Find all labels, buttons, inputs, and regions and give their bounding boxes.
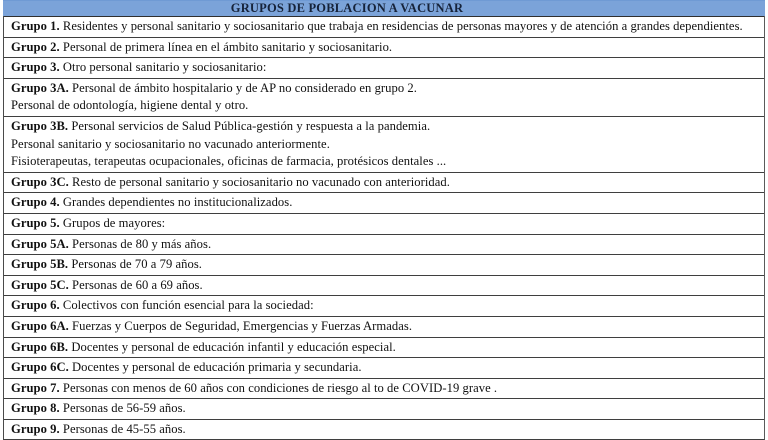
group-description: Personas de 56-59 años. bbox=[59, 401, 186, 416]
group-description: Personal sanitario y sociosanitario no vacunado anteriormente. bbox=[11, 136, 330, 151]
row-line bbox=[11, 174, 764, 192]
table-row bbox=[4, 254, 764, 275]
row-line bbox=[11, 97, 764, 115]
row-line bbox=[11, 153, 764, 171]
group-label: Grupo 6C. bbox=[11, 360, 69, 375]
row-line bbox=[11, 277, 764, 295]
group-label: Grupo 5B. bbox=[11, 257, 69, 272]
group-description: Personas de 45-55 años. bbox=[59, 421, 186, 436]
group-label: Grupo 1. bbox=[11, 19, 60, 33]
group-description: Fuerzas y Cuerpos de Seguridad, Emergencias y Fuerzas Armadas. bbox=[68, 318, 413, 333]
table-row bbox=[4, 337, 764, 358]
row-line bbox=[11, 421, 764, 439]
table-row bbox=[4, 172, 764, 193]
group-description: Personas con menos de 60 años con condiciones de riesgo al to de COVID-19 grave . bbox=[59, 380, 498, 395]
group-label: Grupo 6B. bbox=[11, 339, 69, 354]
group-description: Fisioterapeutas, terapeutas ocupacionales, oficinas de farmacia, protésicos dentales ... bbox=[11, 154, 447, 169]
row-line bbox=[11, 18, 764, 36]
table-row bbox=[4, 316, 764, 337]
group-label: Grupo 2. bbox=[11, 39, 60, 54]
group-label: Grupo 9. bbox=[11, 421, 60, 436]
table-row bbox=[4, 37, 764, 58]
table-row bbox=[4, 192, 764, 213]
row-line bbox=[11, 359, 764, 377]
group-label: Grupo 6. bbox=[11, 298, 60, 313]
table-row bbox=[4, 419, 764, 440]
group-description: Personal de ámbito hospitalario y de AP no considerado en grupo 2. bbox=[68, 80, 417, 95]
row-line bbox=[11, 256, 764, 274]
row-line bbox=[11, 194, 764, 212]
row-line bbox=[11, 39, 764, 57]
row-line bbox=[11, 339, 764, 357]
group-description: Residentes y personal sanitario y sociosanitario que trabaja en residencias de personas mayores y de atención a grandes dependientes. bbox=[59, 19, 743, 33]
row-line bbox=[11, 118, 764, 136]
group-description: Docentes y personal de educación infantil y educación especial. bbox=[68, 339, 396, 354]
table-row bbox=[4, 116, 764, 172]
group-description: Docentes y personal de educación primaria y secundaria. bbox=[68, 360, 362, 375]
table-header-band bbox=[3, 0, 765, 16]
table-row bbox=[4, 16, 764, 37]
table-row bbox=[4, 57, 764, 78]
group-label: Grupo 5. bbox=[11, 215, 60, 230]
group-description: Resto de personal sanitario y sociosanitario no vacunado con anterioridad. bbox=[68, 174, 450, 189]
group-label: Grupo 3A. bbox=[11, 80, 69, 95]
group-label: Grupo 6A. bbox=[11, 318, 69, 333]
group-label: Grupo 3C. bbox=[11, 174, 69, 189]
group-label: Grupo 5A. bbox=[11, 236, 69, 251]
group-description: Personal servicios de Salud Pública-gestión y respuesta a la pandemia. bbox=[68, 118, 431, 133]
row-line bbox=[11, 236, 764, 254]
page-title: GRUPOS DE POBLACION A VACUNAR bbox=[230, 1, 464, 15]
row-line bbox=[11, 380, 764, 398]
row-line bbox=[11, 318, 764, 336]
row-line bbox=[11, 297, 764, 315]
row-line bbox=[11, 136, 764, 154]
table-row bbox=[4, 234, 764, 255]
row-line bbox=[11, 215, 764, 233]
table-row bbox=[4, 78, 764, 116]
group-label: Grupo 3B. bbox=[11, 118, 69, 133]
group-description: Personas de 70 a 79 años. bbox=[68, 257, 203, 272]
group-description: Personal de odontología, higiene dental y otro. bbox=[11, 98, 249, 113]
group-description: Personas de 80 y más años. bbox=[68, 236, 212, 251]
group-label: Grupo 5C. bbox=[11, 277, 69, 292]
group-label: Grupo 3. bbox=[11, 60, 60, 75]
table-row bbox=[4, 398, 764, 419]
group-description: Personal de primera línea en el ámbito sanitario y sociosanitario. bbox=[59, 39, 393, 54]
group-description: Grandes dependientes no institucionalizados. bbox=[59, 195, 293, 210]
table-row bbox=[4, 378, 764, 399]
group-description: Otro personal sanitario y sociosanitario: bbox=[59, 60, 267, 75]
table-row bbox=[4, 275, 764, 296]
row-line bbox=[11, 59, 764, 77]
group-description: Colectivos con función esencial para la sociedad: bbox=[59, 298, 314, 313]
row-line bbox=[11, 400, 764, 418]
table-row bbox=[4, 213, 764, 234]
group-label: Grupo 8. bbox=[11, 401, 60, 416]
group-label: Grupo 7. bbox=[11, 380, 60, 395]
table-body bbox=[3, 16, 765, 440]
group-description: Grupos de mayores: bbox=[59, 215, 166, 230]
row-line bbox=[11, 80, 764, 98]
table-row bbox=[4, 357, 764, 378]
group-description: Personas de 60 a 69 años. bbox=[68, 277, 203, 292]
table-row bbox=[4, 295, 764, 316]
group-label: Grupo 4. bbox=[11, 195, 60, 210]
